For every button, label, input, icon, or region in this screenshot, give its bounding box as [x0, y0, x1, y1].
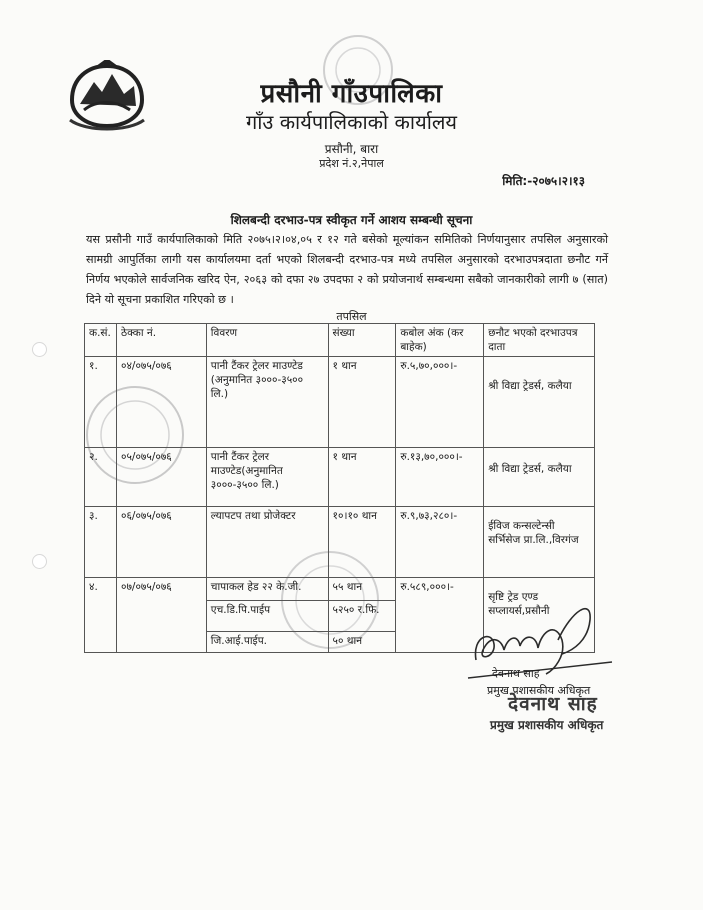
table-header-row: [85, 324, 595, 357]
cell-vendor: श्री विद्या ट्रेडर्स, कलैया: [484, 448, 595, 507]
cell-description: ल्यापटप तथा प्रोजेक्टर: [206, 507, 328, 578]
office-province: प्रदेश नं.२,नेपाल: [319, 157, 384, 170]
cell-sn: ३.: [85, 507, 117, 578]
col-header-amount: कबोल अंक (कर बाहेक): [396, 324, 484, 357]
cell-contract: ०६/०७५/०७६: [116, 507, 206, 578]
cell-contract: ०४/०७५/०७६: [116, 357, 206, 448]
signatory-title: प्रमुख प्रशासकीय अधिकृत: [487, 684, 591, 697]
notice-subject: शिलबन्दी दरभाउ-पत्र स्वीकृत गर्ने आशय सम्बन्धी सूचना: [230, 213, 473, 227]
cell-amount: रु.५८९,०००।-: [396, 578, 484, 653]
cell-description: पानी टैंकर ट्रेलर माउण्टेड (अनुमानित ३०००-३५०० लि.): [206, 357, 328, 448]
col-header-description: विवरण: [206, 324, 328, 357]
cell-description: पानी टैंकर ट्रेलर माउण्टेड(अनुमानित ३०००-३५०० लि.): [206, 448, 328, 507]
table-row: [85, 578, 595, 601]
col-header-quantity: संख्या: [328, 324, 396, 357]
cell-quantity: ५५ थान: [328, 578, 396, 601]
table-row: [85, 507, 595, 578]
cell-vendor: श्री विद्या ट्रेडर्स, कलैया: [484, 357, 595, 448]
cell-description: जि.आई.पाईप.: [206, 632, 328, 653]
cell-quantity: १ थान: [328, 448, 396, 507]
cell-sn: ४.: [85, 578, 117, 653]
cell-amount: रु.९,७३,२८०।-: [396, 507, 484, 578]
cell-contract: ०५/०७५/०७६: [116, 448, 206, 507]
cell-description: एच.डि.पि.पाईप: [206, 601, 328, 632]
stamp-name: देवनाथ साह: [508, 693, 598, 715]
signatory-name: देवनाथ साह: [492, 667, 540, 680]
office-address: प्रसौनी, बारा: [324, 142, 379, 156]
cell-sn: १.: [85, 357, 117, 448]
table-row: [85, 357, 595, 448]
notice-body: यस प्रसौनी गाउँ कार्यपालिकाको मिति २०७५।२।०४,०५ र १२ गते बसेको मूल्यांकन समितिको निर्णयानुसार तपसिल अनुसारको सामग्री आपुर्तिका लागी यस कार्यालयमा दर्ता भएको शिलबन्दी दरभाउ-पत्र मध्ये तपसिल अनुसारको दरभाउपत्रदाता छनौट गर्ने निर्णय भएकोले सार्वजनिक खरिद ऐन, २०६३ को दफा २७ उपदफा २ को प्रयोजनार्थ सम्बन्धमा सबैको जानकारीको लागी ७ (सात) दिने यो सूचना प्रकाशित गरिएको छ ।: [86, 233, 608, 306]
office-subtitle: गाँउ कार्यपालिकाको कार्यालय: [245, 110, 458, 134]
col-header-vendor: छनौट भएको दरभाउपत्र दाता: [484, 324, 595, 357]
cell-quantity: १०।१० थान: [328, 507, 396, 578]
cell-vendor: ईविज कन्सल्टेन्सी सर्भिसेज प्रा.लि.,विरगंज: [484, 507, 595, 578]
cell-vendor: सृष्टि ट्रेड एण्ड सप्लायर्स,प्रसौनी: [484, 578, 595, 653]
cell-quantity: ५० थान: [328, 632, 396, 653]
cell-quantity: १ थान: [328, 357, 396, 448]
col-header-sn: क.सं.: [85, 324, 117, 357]
schedule-heading: तपसिल: [336, 310, 367, 323]
notice-date: मिति:-२०७५।२।१३: [502, 174, 585, 188]
cell-amount: रु.१३,७०,०००।-: [396, 448, 484, 507]
punch-hole-bottom: [32, 554, 47, 569]
cell-quantity: ५२५० र.फि.: [328, 601, 396, 632]
office-name: प्रसौनी गाँउपालिका: [260, 79, 443, 109]
cell-sn: २.: [85, 448, 117, 507]
cell-contract: ०७/०७५/०७६: [116, 578, 206, 653]
cell-amount: रु.५,७०,०००।-: [396, 357, 484, 448]
cell-description: चापाकल हेड २२ के.जी.: [206, 578, 328, 601]
col-header-contract: ठेक्का नं.: [116, 324, 206, 357]
table-row: [85, 448, 595, 507]
stamp-title: प्रमुख प्रशासकीय अधिकृत: [490, 718, 604, 732]
punch-hole-top: [32, 342, 47, 357]
